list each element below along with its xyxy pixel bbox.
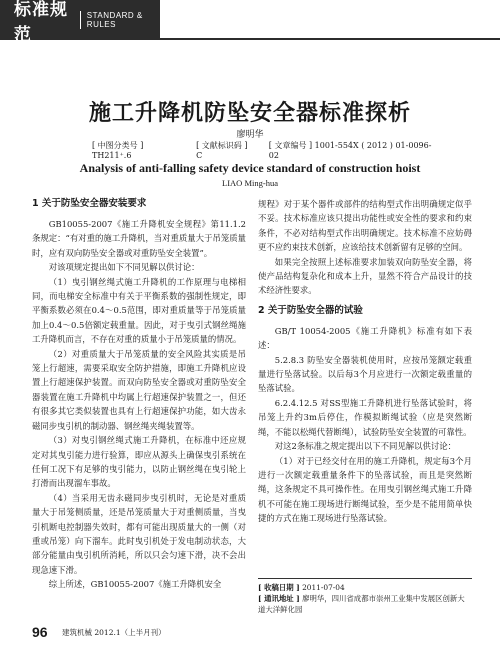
paragraph: （3）对曳引钢丝绳式施工升降机，在标准中还应规定对其曳引能力进行验算，即应从源头上确保曳引系统在任何工况下有足够的曳引能力，以防止钢丝绳在曳引轮上打滑而出现溜车事故。 xyxy=(32,435,246,489)
paragraph: 6.2.4.12.5 对SS型施工升降机进行坠落试验时，将吊笼上升约3m后停住，作模拟断绳试验（应是突然断绳，不能以松绳代替断绳），试验防坠安全装置的可靠性。 xyxy=(258,397,472,437)
paragraph: 综上所述，GB10055-2007《施工升降机安全 xyxy=(48,579,222,590)
document-code: [ 文献标识码 ] C xyxy=(196,141,248,160)
left-column xyxy=(32,197,246,592)
section-divider xyxy=(80,11,81,29)
section-title-en: STANDARD & RULES xyxy=(86,11,143,29)
article-info-box xyxy=(258,578,472,615)
section-banner xyxy=(0,0,160,45)
received-value: 2011-07-04 xyxy=(302,583,345,592)
article-number: [ 文章编号 ] 1001-554X ( 2012 ) 01-0096-02 xyxy=(268,141,432,160)
article-meta xyxy=(92,140,432,160)
paragraph: 对这2条标准之规定提出以下不同见解以供讨论： xyxy=(274,441,456,452)
paragraph: 5.2.8.3 防坠安全器装机使用时，应按吊笼额定载重量进行坠落试验。以后每3个月应进行一次额定载重量的坠落试验。 xyxy=(258,354,472,394)
paragraph: （2）对重质量大于吊笼质量的安全风险其实质是吊笼上行超速，需要采取安全防护措施，即施工升降机应设置上行超速保护装置。而双向防坠安全器或对重防坠安全器装置在施工升降机中均属上行超速保护装置之一，但还有很多其它类似装置也具有上行超速保护功能，如大齿永磁同步曳引机的制动器、钢丝绳夹绳装置等。 xyxy=(32,348,246,431)
received-date xyxy=(258,582,472,593)
class-number: [ 中图分类号 ] TH211⁺.6 xyxy=(92,141,144,160)
contact-address xyxy=(258,593,472,615)
paragraph: （1）曳引钢丝绳式施工升降机的工作原理与电梯相同，而电梯安全标准中有关于平衡系数的强制性规定，即平衡系数必须在0.4～0.5范围，即对重质量等于吊笼质量加上0.4～0.5倍额定载重量。因此，对于曳引式钢丝绳施工升降机而言，不存在对重的质量小于吊笼质量的情况。 xyxy=(32,276,246,345)
paragraph: GB/T 10054-2005《施工升降机》标准有如下表述： xyxy=(258,325,472,351)
page-header xyxy=(0,0,500,44)
paragraph: 对该项规定提出如下不同见解以供讨论： xyxy=(48,262,200,273)
right-column xyxy=(258,197,472,526)
paragraph: 规程》对于某个器件或部件的结构型式作出明确规定似乎不妥。技术标准应该只提出功能性或安全性的要求和约束条件，不必对结构型式作出明确规定。技术标准不应妨碍更不应约束技术创新，应该给技术创新留有足够的空间。 xyxy=(258,199,472,253)
address-value: 廖明华，四川省成都市崇州工业集中发展区创新大道大洋鲜化园 xyxy=(258,594,465,614)
received-label: [ 收稿日期 ] xyxy=(258,583,300,592)
paragraph: GB10055-2007《施工升降机安全规程》第11.1.2条规定：“有对重的施工升降机，当对重质量大于吊笼质量时，应有双向防坠安全器或对重防坠安全装置”。 xyxy=(32,219,246,258)
paragraph: （1）对于已经交付在用的施工升降机，规定每3个月进行一次额定载重量条件下的坠落试验，而且是突然断绳，这条规定不具可操作性。在用曳引钢丝绳式施工升降机不可能在施工现场进行断绳试验，至少是不能用简单快捷的方式在施工现场进行坠落试验。 xyxy=(258,455,472,524)
section-2-heading: 2 关于防坠安全器的试验 xyxy=(258,304,363,316)
page-footer xyxy=(0,622,500,650)
article-title-cn: 施工升降机防坠安全器标准探析 xyxy=(88,101,411,126)
journal-info: 建筑机械 2012.1（上半月刊） xyxy=(62,628,166,637)
section-1-heading: 1 关于防坠安全器安装要求 xyxy=(32,198,147,209)
page-number: 96 xyxy=(32,624,48,640)
article-author-en: LIAO Ming-hua xyxy=(222,178,278,188)
address-label: [ 通讯地址 ] xyxy=(258,594,300,603)
section-title-cn: 标准规范 xyxy=(14,0,68,45)
article-author-cn: 廖明华 xyxy=(236,130,264,140)
paragraph: （4）当采用无齿永磁同步曳引机时，无论是对重质量大于吊笼侧质量，还是吊笼质量大于对重侧质量，当曳引机断电控制器失效时，都有可能出现质量大的一侧（对重或吊笼）向下溜车。此时曳引机处于发电制动状态，大部分能量由曳引机所消耗，所以只会匀速下滑，决不会出现急速下滑。 xyxy=(32,492,246,575)
paragraph: 如果完全按照上述标准要求加装双向防坠安全器，将使产品结构复杂化和成本上升，显然不符合产品设计的技术经济性要求。 xyxy=(258,256,472,296)
header-rule xyxy=(160,38,500,40)
article-title-en: Analysis of anti-falling safety device standard of construction hoist xyxy=(79,161,421,175)
